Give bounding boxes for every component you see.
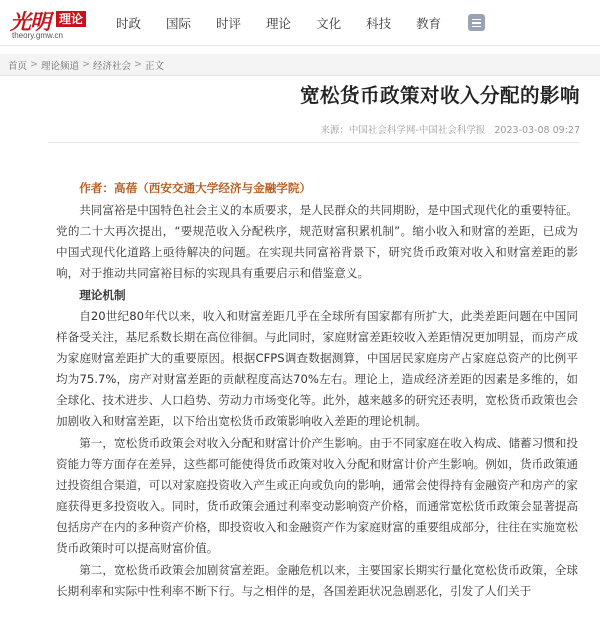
nav-item-technology[interactable]: 科技	[366, 15, 392, 31]
nav-item-theory[interactable]: 理论	[266, 15, 292, 31]
nav-item-education[interactable]: 教育	[416, 15, 442, 31]
logo-url: theory.gmw.cn	[12, 30, 63, 40]
breadcrumb-current: 正文	[144, 60, 164, 72]
paragraph-1: 共同富裕是中国特色社会主义的本质要求，是人民群众的共同期盼，是中国式现代化的重要特征。党的二十大再次提出，“要规范收入分配秩序，规范财富积累机制”。缩小收入和财富的差距，已成为中国式现代化道路上亟待解决的问题。在实现共同富裕背景下，研究货币政策对收入和财富差距的影响，对于推动共同富裕目标的实现具有重要启示和借鉴意义。	[56, 203, 578, 280]
article-title: 宽松货币政策对收入分配的影响	[299, 84, 580, 107]
breadcrumb-separator: >	[82, 59, 90, 70]
nav-item-politics[interactable]: 时政	[116, 15, 142, 31]
site-logo[interactable]	[8, 3, 102, 43]
main-nav	[116, 14, 485, 32]
article-author	[56, 178, 578, 199]
paragraph-4: 第二，宽松货币政策会加剧贫富差距。金融危机以来，主要国家长期实行量化宽松货币政策，全球长期利率和实际中性利率不断下行。与之相伴的是，各国差距状况急剧恶化，引发了人们关于	[56, 563, 578, 598]
breadcrumb-home[interactable]: 首页	[8, 60, 28, 72]
article-source: 来源：中国社会科学网-中国社会科学报	[320, 125, 486, 136]
paragraph-3: 第一，宽松货币政策会对收入分配和财富计价产生影响。由于不同家庭在收入构成、储蓄习惯和投资能力等方面存在差异，这些都可能使得货币政策对收入分配和财富计价产生影响。例如，货币政策通过投资组合渠道，可以对家庭投资收入产生或正向或负向的影响，通常会使得持有金融资产和房产的家庭获得更多投资收入。同时，货币政策会通过利率变动影响资产价格，而通常宽松货币政策会显著提高包括房产在内的多种资产价格，即投资收入和金融资产作为家庭财富的重要组成部分，往往在实施宽松货币政策时可以提高财富价值。	[56, 436, 578, 555]
breadcrumb-economy-society[interactable]: 经济社会	[92, 60, 131, 72]
breadcrumb	[0, 54, 600, 76]
article-body	[56, 178, 578, 603]
section-heading: 理论机制	[79, 288, 126, 302]
article-date: 2023-03-08 09:27	[494, 125, 580, 136]
title-divider	[48, 142, 580, 143]
paragraph-2: 自20世纪80年代以来，收入和财富差距几乎在全球所有国家都有所扩大，此类差距问题在中国同样备受关注，基尼系数长期在高位徘徊。与此同时，家庭财富差距较收入差距情况更加明显，而房产成为家庭财富差距扩大的重要原因。根据CFPS调查数据测算，中国居民家庭房产占家庭总资产的比例平均为75.7%，房产对财富差距的贡献程度高达70%左右。理论上，造成经济差距的因素是多维的，如全球化、技术进步、人口趋势、劳动力市场变化等。此外，越来越多的研究还表明，宽松货币政策也会加剧收入和财富差距，以下给出宽松货币政策影响收入差距的理论机制。	[56, 309, 578, 428]
breadcrumb-theory-channel[interactable]: 理论频道	[40, 60, 79, 72]
logo-mark: 光明	[10, 8, 50, 34]
author-line: 作者：高蓓（西安交通大学经济与金融学院）	[79, 181, 312, 195]
menu-icon[interactable]	[468, 14, 485, 31]
breadcrumb-separator: >	[133, 59, 142, 70]
breadcrumb-separator: >	[30, 59, 38, 70]
article-meta	[320, 122, 580, 136]
nav-item-international[interactable]: 国际	[166, 15, 192, 31]
nav-item-culture[interactable]: 文化	[316, 15, 342, 31]
nav-item-commentary[interactable]: 时评	[216, 15, 242, 31]
logo-channel-badge: 理论	[56, 11, 86, 27]
top-header	[0, 0, 600, 46]
